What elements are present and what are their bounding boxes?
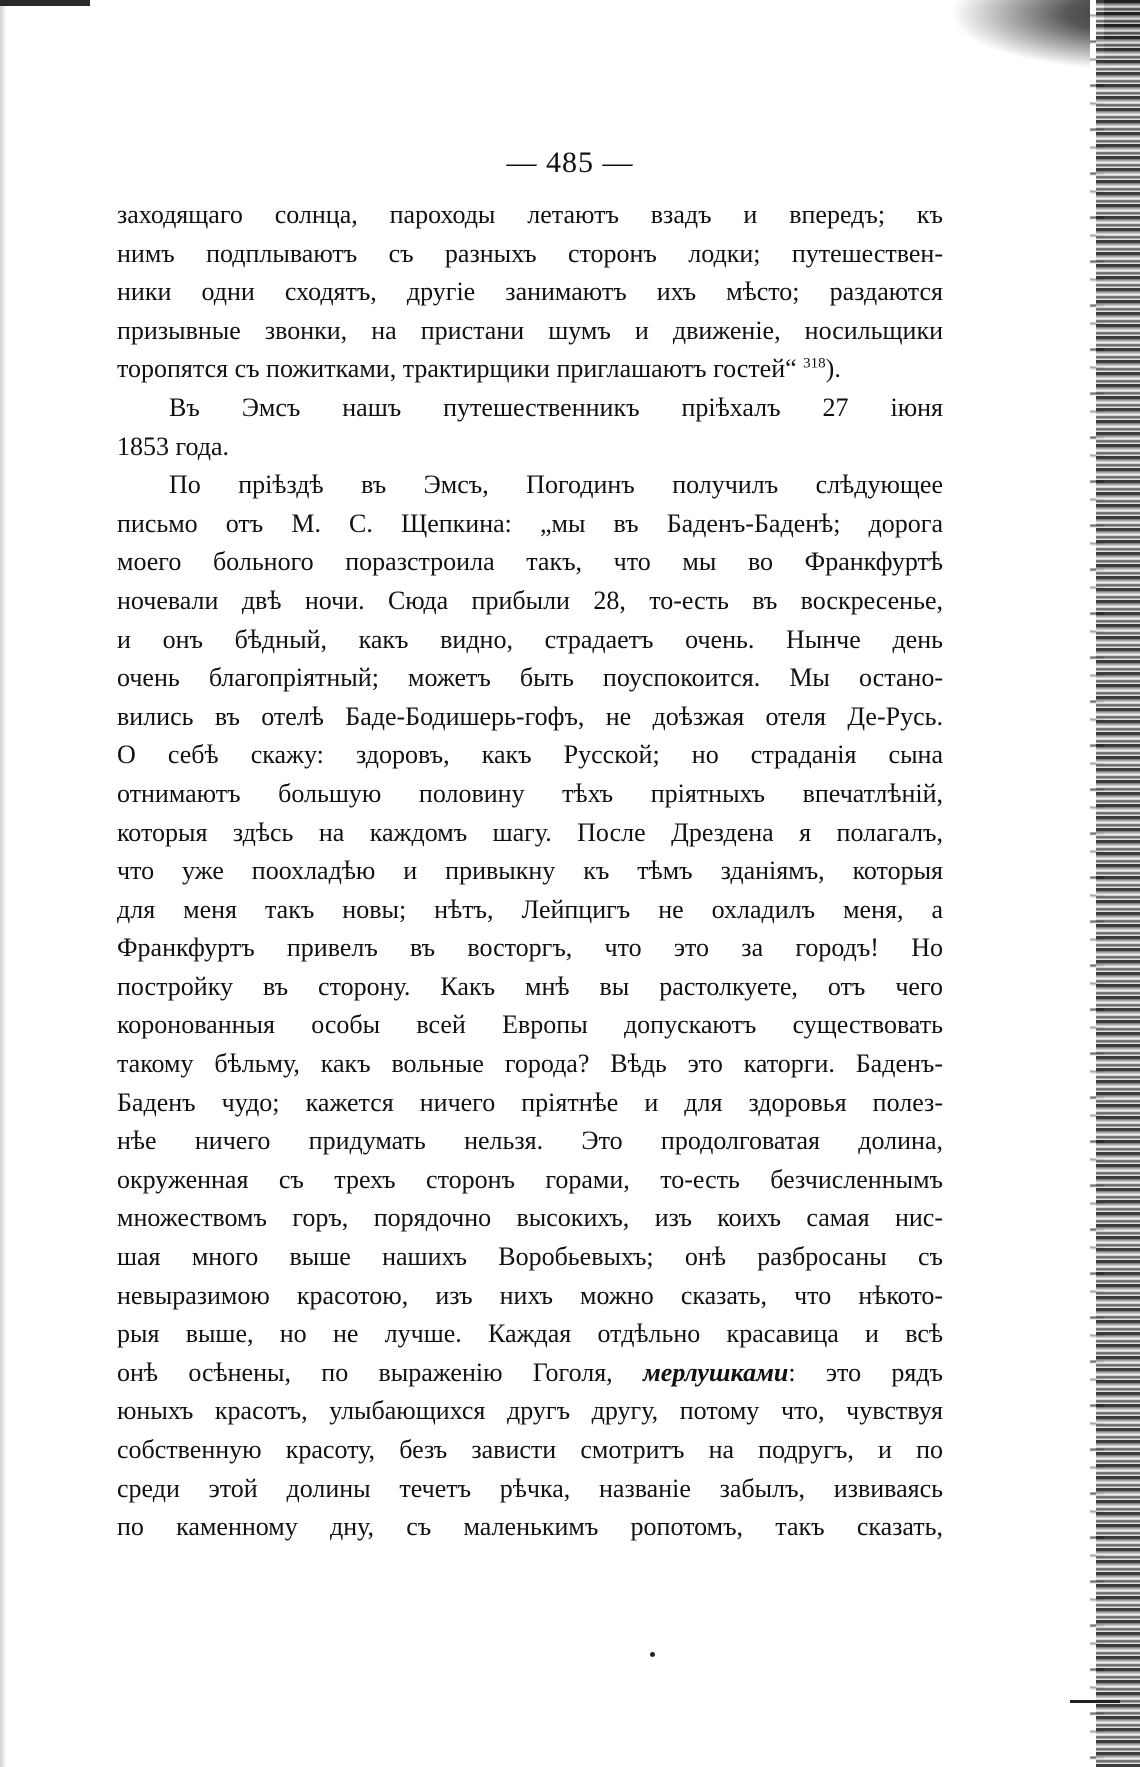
- text-line: юныхъ красотъ, улыбающихся другъ другу, потому что, чувствуя: [117, 1396, 943, 1426]
- text-line: отнимаютъ большую половину тѣхъ пріятныхъ впечатлѣній,: [117, 778, 943, 808]
- text-line: такому бѣльму, какъ вольные города? Вѣдь это каторги. Баденъ-: [117, 1049, 943, 1079]
- text-line-continuation: : это рядъ: [788, 1357, 944, 1387]
- text-line: Франкфуртъ привелъ въ восторгъ, что это за городъ! Но: [117, 933, 943, 963]
- footnote-close: ).: [825, 354, 841, 384]
- page-number: — 485 —: [506, 146, 634, 179]
- text-line: которыя здѣсь на каждомъ шагу. После Дрездена я полагалъ,: [117, 817, 943, 847]
- scan-edge-top-left: [0, 0, 90, 6]
- text-line: призывные звонки, на пристани шумъ и движеніе, носильщики: [117, 315, 943, 345]
- text-line: постройку въ сторону. Какъ мнѣ вы растолкуете, отъ чего: [117, 971, 943, 1001]
- footnote-reference: 318: [803, 355, 826, 372]
- text-line: 1853 года.: [117, 431, 230, 461]
- text-line: и онъ бѣдный, какъ видно, страдаетъ очень. Нынче день: [117, 624, 943, 654]
- text-line: нѣе ничего придумать нельзя. Это продолговатая долина,: [117, 1126, 943, 1156]
- text-line: невыразимою красотою, изъ нихъ можно сказать, что нѣкото-: [117, 1280, 943, 1310]
- scan-mark-bottom-right: [1070, 1700, 1120, 1703]
- text-line-content: онѣ осѣнены, по выраженію Гоголя,: [117, 1357, 613, 1387]
- text-line: рыя выше, но не лучше. Каждая отдѣльно красавица и всѣ: [117, 1319, 943, 1349]
- text-line: письмо отъ М. С. Щепкина: „мы въ Баденъ-Баденѣ; дорога: [117, 508, 943, 538]
- text-line: [117, 1354, 943, 1393]
- text-line: среди этой долины течетъ рѣчка, названіе забылъ, извиваясь: [117, 1473, 943, 1503]
- text-line-content: торопятся съ пожитками, трактирщики приглашаютъ гостей“: [117, 354, 797, 384]
- paragraph-start-line: Въ Эмсъ нашъ путешественникъ пріѣхалъ 27 іюня: [169, 392, 943, 422]
- text-line: ники одни сходятъ, другіе занимаютъ ихъ мѣсто; раздаются: [117, 277, 943, 307]
- text-line: по каменному дну, съ маленькимъ ропотомъ, такъ сказать,: [117, 1512, 943, 1542]
- text-line: коронованныя особы всей Европы допускаютъ существовать: [117, 1010, 943, 1040]
- emphasized-word: мерлушками: [642, 1357, 789, 1387]
- text-line: окруженная съ трехъ сторонъ горами, то-есть безчисленнымъ: [117, 1164, 943, 1194]
- text-line: вились въ отелѣ Баде-Бодишерь-гофъ, не доѣзжая отеля Де-Русь.: [117, 701, 943, 731]
- text-line: моего больного поразстроила такъ, что мы во Франкфуртѣ: [117, 547, 943, 577]
- scan-edge-left: [0, 0, 6, 1767]
- text-line: заходящаго солнца, пароходы летаютъ взадъ и впередъ; къ: [117, 200, 943, 229]
- text-line: нимъ подплываютъ съ разныхъ сторонъ лодки; путешествен-: [117, 238, 943, 268]
- text-line: множествомъ горъ, порядочно высокихъ, изъ коихъ самая нис-: [117, 1203, 943, 1233]
- text-line: очень благопріятный; можетъ быть поуспокоится. Мы остано-: [117, 663, 943, 693]
- scan-edge-right: [1096, 0, 1140, 1767]
- text-line: Баденъ чудо; кажется ничего пріятнѣе и для здоровья полез-: [117, 1087, 943, 1117]
- text-line: ночевали двѣ ночи. Сюда прибыли 28, то-есть въ воскресенье,: [117, 585, 943, 615]
- text-line: для меня такъ новы; нѣтъ, Лейпцигъ не охладилъ меня, а: [117, 894, 943, 924]
- scan-speck: [650, 1652, 655, 1657]
- text-line: О себѣ скажу: здоровъ, какъ Русской; но страданія сына: [117, 740, 943, 770]
- text-line: собственную красоту, безъ зависти смотритъ на подругъ, и по: [117, 1435, 943, 1464]
- text-line: [117, 350, 943, 389]
- paragraph-start-line: По пріѣздѣ въ Эмсъ, Погодинъ получилъ слѣдующее: [169, 470, 943, 500]
- text-line: что уже поохладѣю и привыкну къ тѣмъ зданіямъ, которыя: [117, 856, 943, 886]
- body-text: [117, 196, 943, 1547]
- text-line: шая много выше нашихъ Воробьевыхъ; онѣ разбросаны съ: [117, 1242, 943, 1272]
